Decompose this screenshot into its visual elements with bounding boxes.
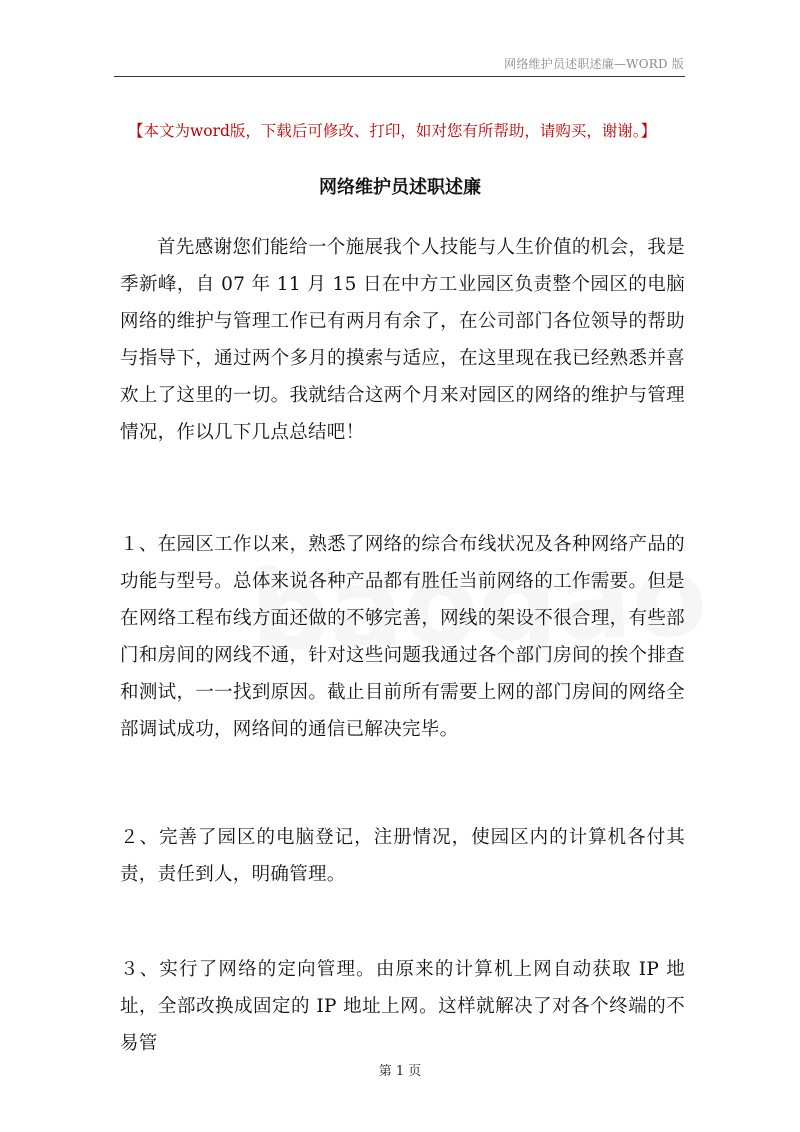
document-title: 网络维护员述职述廉 xyxy=(319,177,481,198)
header-divider xyxy=(114,76,685,77)
paragraph-item-3: ３、实行了网络的定向管理。由原来的计算机上网自动获取 IP 地址，全部改换成固定的 IP 地址上网。这样就解决了对各个终端的不易管 xyxy=(120,959,685,1054)
running-header: 网络维护员述职述廉—WORD 版 xyxy=(504,57,684,71)
page-number: 第 1 页 xyxy=(378,1064,422,1079)
download-notice: 【本文为word版，下载后可修改、打印，如对您有所帮助，请购买，谢谢。】 xyxy=(128,122,657,140)
paragraph-item-1: １、在园区工作以来，熟悉了网络的综合布线状况及各种网络产品的功能与型号。总体来说各种产品都有胜任当前网络的工作需要。但是在网络工程布线方面还做的不够完善，网线的架设不很合理，有些部门和房间的网线不通，针对这些问题我通过各个部门房间的挨个排查和测试，一一找到原因。截止目前所有需要上网的部门房间的网络全部调试成功，网络间的通信已解决完毕。 xyxy=(120,534,685,740)
paragraph-intro: 首先感谢您们能给一个施展我个人技能与人生价值的机会，我是季新峰，自 07 年 11 月 15 日在中方工业园区负责整个园区的电脑网络的维护与管理工作已有两月有余了，在公司部门各位领导的帮助与指导下，通过两个多月的摸索与适应，在这里现在我已经熟悉并喜欢上了这里的一切。我就结合这两个月来对园区的网络的维护与管理情况，作以几下几点总结吧！ xyxy=(120,237,685,443)
paragraph-item-2: ２、完善了园区的电脑登记，注册情况，使园区内的计算机各付其责，责任到人，明确管理。 xyxy=(120,827,685,885)
